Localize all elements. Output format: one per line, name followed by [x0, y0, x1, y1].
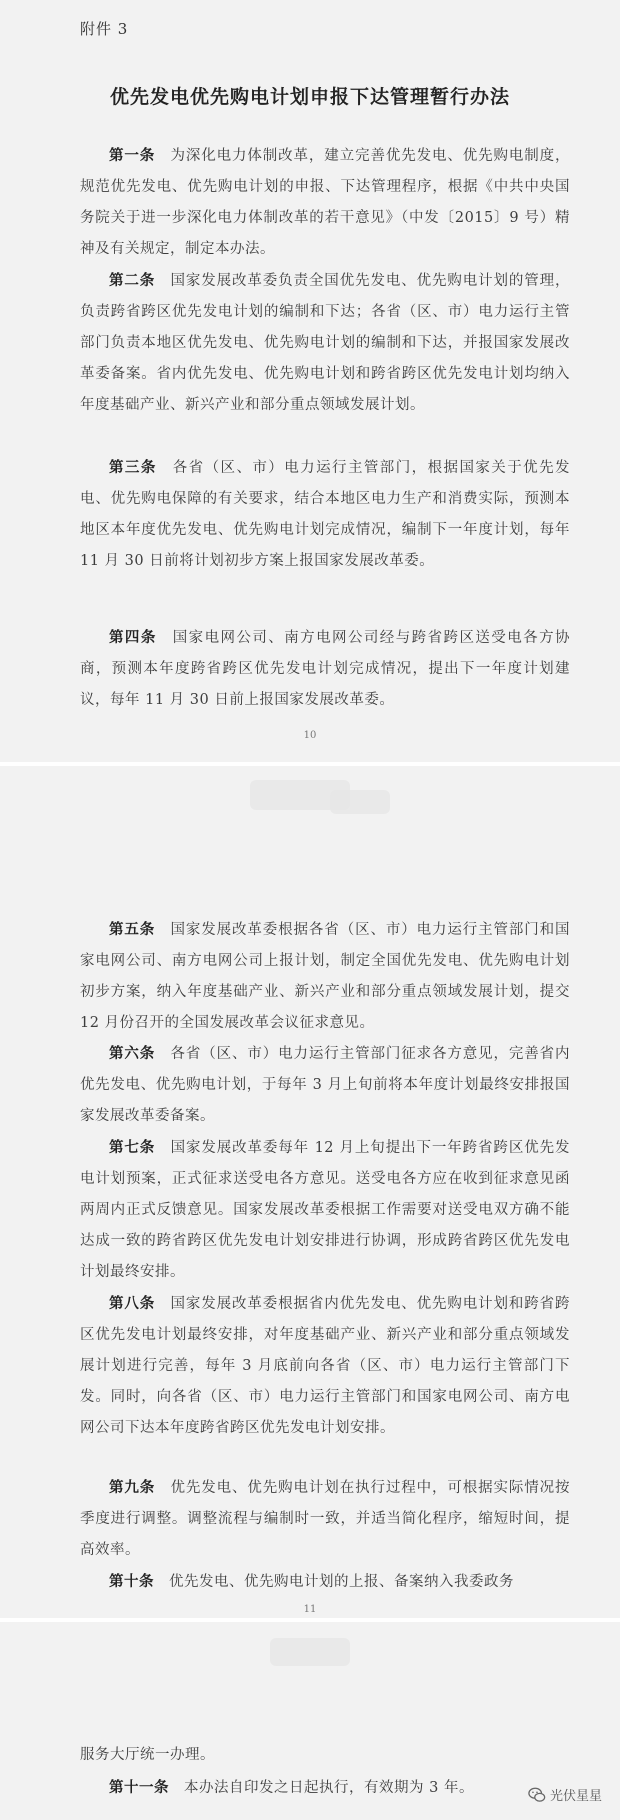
article-text: 国家发展改革委每年 12 月上旬提出下一年跨省跨区优先发电计划预案，正式征求送受电各方意见。送受电各方应在收到征求意见函两周内正式反馈意见。国家发展改革委根据工作需要对送受电双方确不能达成一致的跨省跨区优先发电计划安排进行协调，形成跨省跨区优先发电计划最终安排。: [80, 1140, 570, 1280]
article-heading: 第十一条: [109, 1779, 169, 1796]
article-8: [80, 1288, 570, 1444]
article-heading: 第六条: [109, 1045, 156, 1062]
article-heading: 第七条: [109, 1139, 156, 1156]
article-heading: 第五条: [109, 921, 156, 938]
article-10: [80, 1566, 570, 1598]
article-heading: 第二条: [109, 272, 156, 289]
article-text: 各省（区、市）电力运行主管部门征求各方意见，完善省内优先发电、优先购电计划，于每年 3 月上旬前将本年度计划最终安排报国家发展改革委备案。: [80, 1046, 571, 1124]
scan-smudge: [270, 1638, 350, 1666]
document-page-2: [0, 766, 620, 1618]
article-5: [80, 914, 570, 1039]
wechat-icon: [528, 1786, 546, 1804]
article-heading: 第九条: [109, 1479, 156, 1496]
document-page-1: [0, 0, 620, 762]
article-text: 本办法自印发之日起执行，有效期为 3 年。: [184, 1780, 474, 1796]
article-text: 国家发展改革委根据省内优先发电、优先购电计划和跨省跨区优先发电计划最终安排，对年度基础产业、新兴产业和部分重点领域发展计划进行完善，每年 3 月底前向各省（区、市）电力运行主管部门下发。同时，向各省（区、市）电力运行主管部门和国家电网公司、南方电网公司下达本年度跨省跨区优先发电计划安排。: [80, 1296, 571, 1436]
page-number: 11: [303, 1604, 317, 1615]
page-number: 10: [303, 730, 317, 741]
attachment-label: 附件 3: [80, 20, 129, 38]
watermark-label: 光伏星星: [549, 1789, 602, 1804]
article-3: [80, 452, 570, 577]
article-9: [80, 1472, 570, 1566]
article-text: 国家发展改革委根据各省（区、市）电力运行主管部门和国家电网公司、南方电网公司上报计划，制定全国优先发电、优先购电计划初步方案，纳入年度基础产业、新兴产业和部分重点领域发展计划，提交 12 月份召开的全国发展改革会议征求意见。: [80, 922, 571, 1031]
article-7: [80, 1132, 570, 1288]
article-10-continuation: [80, 1740, 570, 1771]
article-text: 国家发展改革委负责全国优先发电、优先购电计划的管理，负责跨省跨区优先发电计划的编制和下达；各省（区、市）电力运行主管部门负责本地区优先发电、优先购电计划的编制和下达，并报国家发展改革委备案。省内优先发电、优先购电计划和跨省跨区优先发电计划均纳入年度基础产业、新兴产业和部分重点领域发展计划。: [80, 273, 571, 413]
article-6: [80, 1038, 570, 1132]
article-text: 各省（区、市）电力运行主管部门，根据国家关于优先发电、优先购电保障的有关要求，结合本地区电力生产和消费实际，预测本地区本年度优先发电、优先购电计划完成情况，编制下一年度计划，每年 11 月 30 日前将计划初步方案上报国家发展改革委。: [80, 460, 571, 569]
article-text: 优先发电、优先购电计划在执行过程中，可根据实际情况按季度进行调整。调整流程与编制时一致，并适当简化程序，缩短时间，提高效率。: [80, 1480, 571, 1558]
article-2: [80, 265, 570, 421]
article-heading: 第三条: [109, 459, 157, 476]
watermark: [528, 1785, 602, 1804]
article-1: [80, 140, 570, 265]
document-title: 优先发电优先购电计划申报下达管理暂行办法: [109, 86, 510, 108]
article-11: [80, 1772, 570, 1804]
continuation-text: 服务大厅统一办理。: [80, 1747, 215, 1763]
article-heading: 第八条: [109, 1295, 156, 1312]
article-text: 优先发电、优先购电计划的上报、备案纳入我委政务: [169, 1574, 514, 1590]
article-heading: 第一条: [109, 147, 156, 164]
scan-smudge: [330, 790, 390, 814]
article-text: 国家电网公司、南方电网公司经与跨省跨区送受电各方协商，预测本年度跨省跨区优先发电计划完成情况，提出下一年度计划建议，每年 11 月 30 日前上报国家发展改革委。: [80, 630, 571, 708]
article-4: [80, 622, 570, 716]
document-page-3: [0, 1622, 620, 1820]
article-heading: 第十条: [109, 1573, 154, 1590]
article-heading: 第四条: [109, 629, 157, 646]
article-text: 为深化电力体制改革，建立完善优先发电、优先购电制度，规范优先发电、优先购电计划的申报、下达管理程序，根据《中共中央国务院关于进一步深化电力体制改革的若干意见》（中发〔2015〕9 号）精神及有关规定，制定本办法。: [80, 148, 571, 257]
